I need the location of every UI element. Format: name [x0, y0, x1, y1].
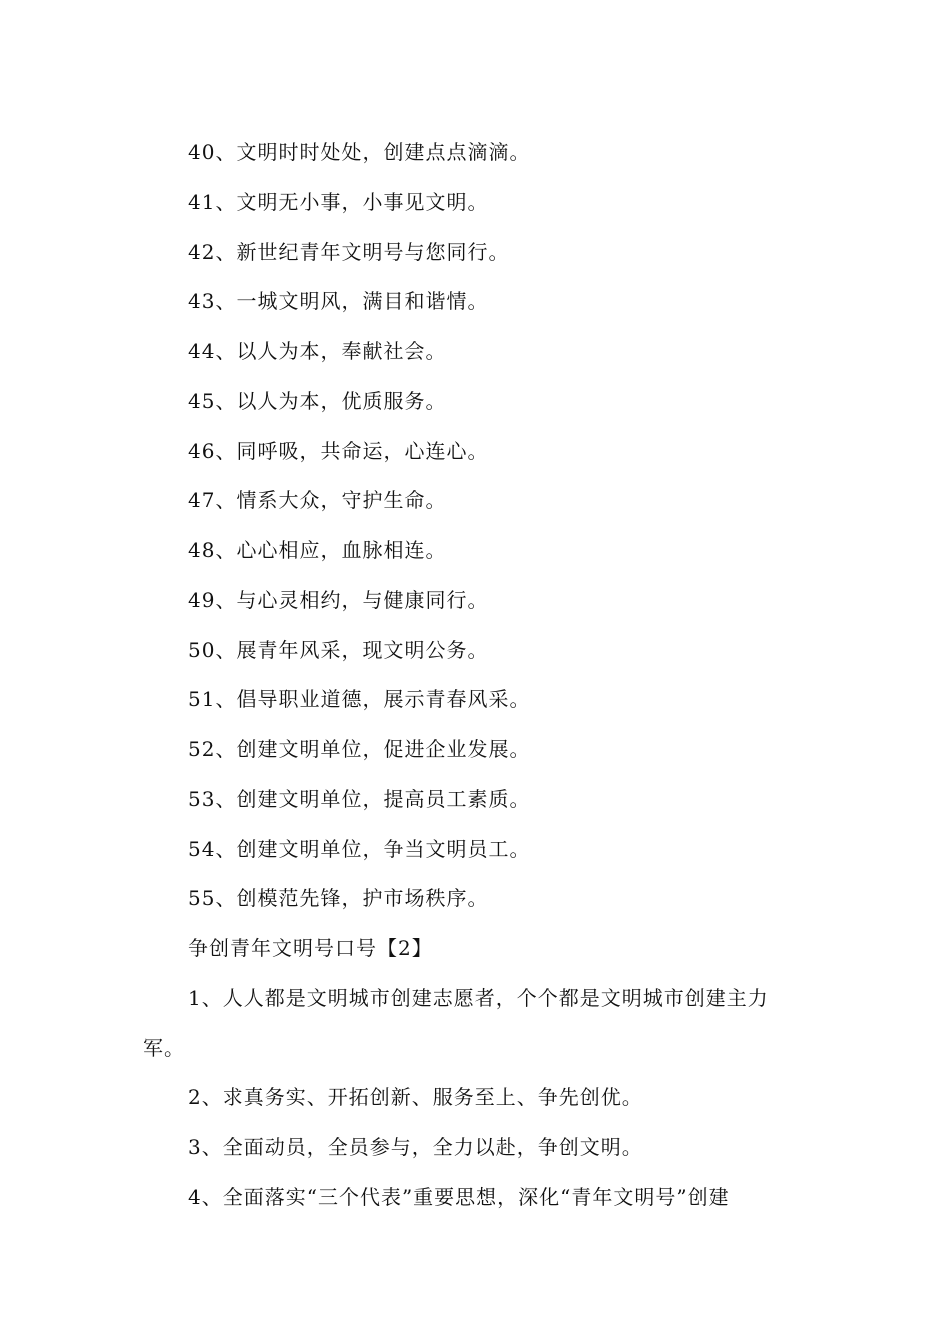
section-item-1-continuation: 军。: [143, 1036, 185, 1060]
slogan-line: 44、以人为本，奉献社会。: [188, 339, 447, 363]
slogan-line: 50、展青年风采，现文明公务。: [188, 638, 489, 662]
slogan-line: 42、新世纪青年文明号与您同行。: [188, 240, 510, 264]
slogan-line: 43、一城文明风，满目和谐情。: [188, 289, 489, 313]
slogan-line: 40、文明时时处处，创建点点滴滴。: [188, 140, 531, 164]
slogan-line: 51、倡导职业道德，展示青春风采。: [188, 687, 531, 711]
slogan-line: 53、创建文明单位，提高员工素质。: [188, 787, 531, 811]
section-heading: 争创青年文明号口号【2】: [188, 936, 433, 960]
slogan-line: 41、文明无小事，小事见文明。: [188, 190, 489, 214]
slogan-line: 49、与心灵相约，与健康同行。: [188, 588, 489, 612]
section-item-3: 3、全面动员，全员参与，全力以赴，争创文明。: [188, 1135, 643, 1159]
slogan-line: 54、创建文明单位，争当文明员工。: [188, 837, 531, 861]
slogan-line: 48、心心相应，血脉相连。: [188, 538, 447, 562]
slogan-line: 46、同呼吸，共命运，心连心。: [188, 439, 489, 463]
slogan-line: 47、情系大众，守护生命。: [188, 488, 447, 512]
section-item-1: 1、人人都是文明城市创建志愿者，个个都是文明城市创建主力: [188, 986, 769, 1010]
section-item-2: 2、求真务实、开拓创新、服务至上、争先创优。: [188, 1085, 643, 1109]
slogan-line: 52、创建文明单位，促进企业发展。: [188, 737, 531, 761]
section-item-4: 4、全面落实“三个代表”重要思想，深化“青年文明号”创建: [188, 1185, 730, 1209]
slogan-line: 45、以人为本，优质服务。: [188, 389, 447, 413]
slogan-line: 55、创模范先锋，护市场秩序。: [188, 886, 489, 910]
